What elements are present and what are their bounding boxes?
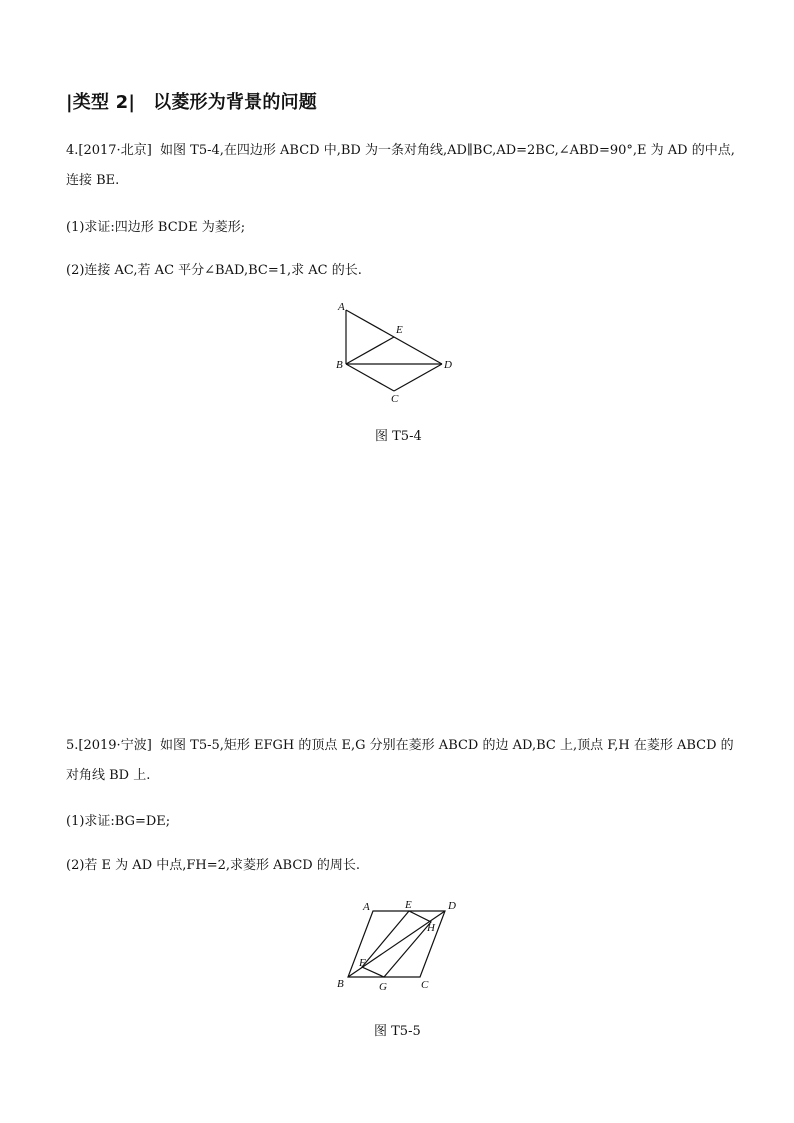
problem-4-question-2: (2)连接 AC,若 AC 平分∠BAD,BC=1,求 AC 的长. bbox=[66, 263, 362, 278]
label-c: C bbox=[391, 393, 399, 405]
section-tag: |类型 2| bbox=[66, 92, 136, 113]
figure-t5-5 bbox=[332, 894, 462, 996]
problem-4-source: 4.[2017·北京] bbox=[66, 143, 152, 158]
label-d: D bbox=[448, 900, 456, 912]
label-b: B bbox=[336, 359, 343, 371]
problem-5-source: 5.[2019·宁波] bbox=[66, 738, 152, 753]
label-g: G bbox=[379, 981, 387, 993]
problem-4-line-2: 连接 BE. bbox=[66, 173, 120, 188]
label-d: D bbox=[444, 359, 452, 371]
label-e: E bbox=[405, 899, 412, 911]
figure-t5-4-caption: 图 T5-4 bbox=[375, 429, 422, 444]
label-a: A bbox=[338, 301, 345, 313]
figure-t5-5-caption: 图 T5-5 bbox=[374, 1024, 421, 1039]
label-a: A bbox=[363, 901, 370, 913]
problem-4-line-1 bbox=[66, 144, 735, 157]
segment-be bbox=[346, 337, 394, 364]
problem-5-line-1 bbox=[66, 739, 734, 752]
label-h: H bbox=[427, 922, 435, 934]
section-heading bbox=[66, 88, 317, 114]
section-title: 以菱形为背景的问题 bbox=[153, 92, 317, 113]
label-c: C bbox=[421, 979, 429, 991]
problem-5-text: 如图 T5-5,矩形 EFGH 的顶点 E,G 分别在菱形 ABCD 的边 AD,BC 上,顶点 F,H 在菱形 ABCD 的 bbox=[160, 738, 734, 753]
label-f: F bbox=[359, 957, 366, 969]
figure-t5-4 bbox=[330, 296, 460, 406]
segment-bc bbox=[346, 364, 394, 391]
problem-5-question-2: (2)若 E 为 AD 中点,FH=2,求菱形 ABCD 的周长. bbox=[66, 858, 360, 873]
problem-4-question-1: (1)求证:四边形 BCDE 为菱形; bbox=[66, 220, 246, 235]
problem-4-text: 如图 T5-4,在四边形 ABCD 中,BD 为一条对角线,AD∥BC,AD=2BC,∠ABD=90°,E 为 AD 的中点, bbox=[160, 143, 735, 158]
label-e: E bbox=[396, 324, 403, 336]
label-b: B bbox=[337, 978, 344, 990]
segment-cd bbox=[394, 364, 442, 391]
problem-5-line-2: 对角线 BD 上. bbox=[66, 768, 151, 783]
problem-5-question-1: (1)求证:BG=DE; bbox=[66, 814, 171, 829]
